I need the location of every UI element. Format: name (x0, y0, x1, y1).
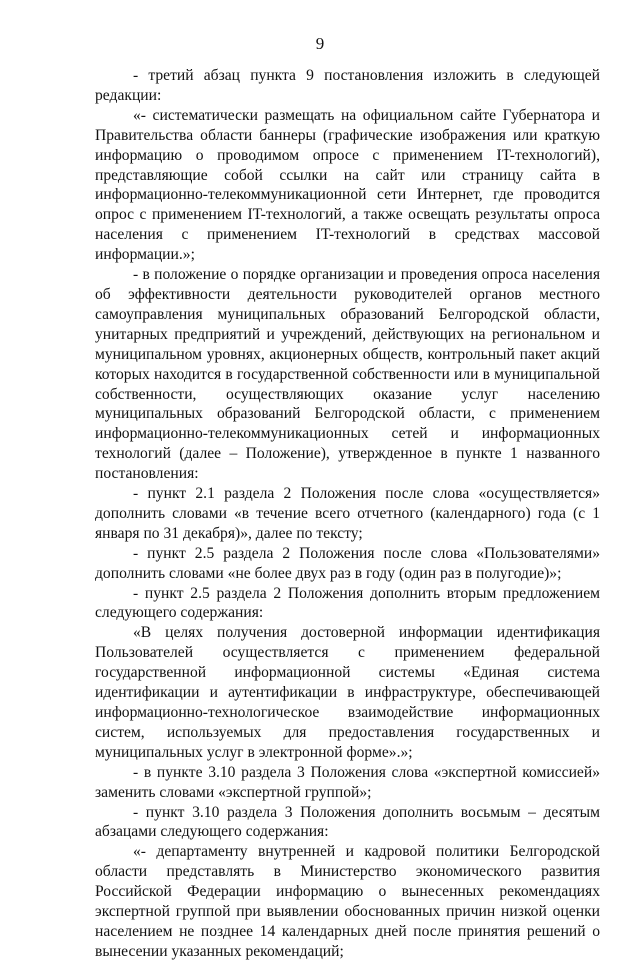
paragraph: - пункт 2.5 раздела 2 Положения дополнить вторым предложением следующего содержания: (95, 584, 600, 622)
paragraph: «- департаменту внутренней и кадровой политики Белгородской области представлять в Министерство экономического развития Российской Федерации информацию о вынесенных рекомендациях экспертной группой при выявлении обоснованных причин низкой оценки населением не позднее 14 календарных дней после принятия решений о вынесении указанных рекомендаций; (95, 843, 600, 960)
paragraph: «В целях получения достоверной информации идентификация Пользователей осуществляется с применением федеральной государственной информационной системы «Единая система идентификации и аутентификации в инфраструктуре, обеспечивающей информационно-технологическое взаимодействие информационных систем, используемых для предоставления государственных и муниципальных услуг в электронной форме».»; (95, 624, 600, 761)
paragraph: - в положение о порядке организации и проведения опроса населения об эффективности деятельности руководителей органов местного самоуправления муниципальных образований Белгородской области, унитарных предприятий и учреждений, действующих на региональном и муниципальном уровнях, акционерных обществ, контрольный пакет акций которых находится в государственной собственности или в муниципальной собственности, осуществляющих оказание услуг населению муниципальных образований Белгородской области, с применением информационно-телекоммуникационных сетей и информационных технологий (далее – Положение), утвержденное в пункте 1 названного постановления: (95, 266, 600, 483)
paragraph: «- систематически размещать на официальном сайте Губернатора и Правительства области баннеры (графические изображения или краткую информацию о проводимом опросе с применением IT-технологий), представляющие собой ссылки на сайт или страницу сайта в информационно-телекоммуникационной сети Интернет, где проводится опрос с применением IT-технологий, а также освещать результаты опроса населения с применением IT-технологий в средствах массовой информации.»; (95, 106, 600, 264)
paragraph: - пункт 3.10 раздела 3 Положения дополнить восьмым – десятым абзацами следующего содержания: (95, 803, 600, 841)
document-body (95, 66, 600, 962)
paragraph: - третий абзац пункта 9 постановления изложить в следующей редакции: (95, 67, 600, 104)
paragraph: - пункт 2.5 раздела 2 Положения после слова «Пользователями» дополнить словами «не более двух раз в году (один раз в полугодие)»; (95, 544, 600, 582)
paragraph: - в пункте 3.10 раздела 3 Положения слова «экспертной комиссией» заменить словами «экспертной группой»; (95, 763, 600, 801)
page-number: 9 (315, 34, 325, 53)
paragraph: - пункт 2.1 раздела 2 Положения после слова «осуществляется» дополнить словами «в течение всего отчетного (календарного) года (с 1 января по 31 декабря)», далее по тексту; (95, 485, 600, 542)
